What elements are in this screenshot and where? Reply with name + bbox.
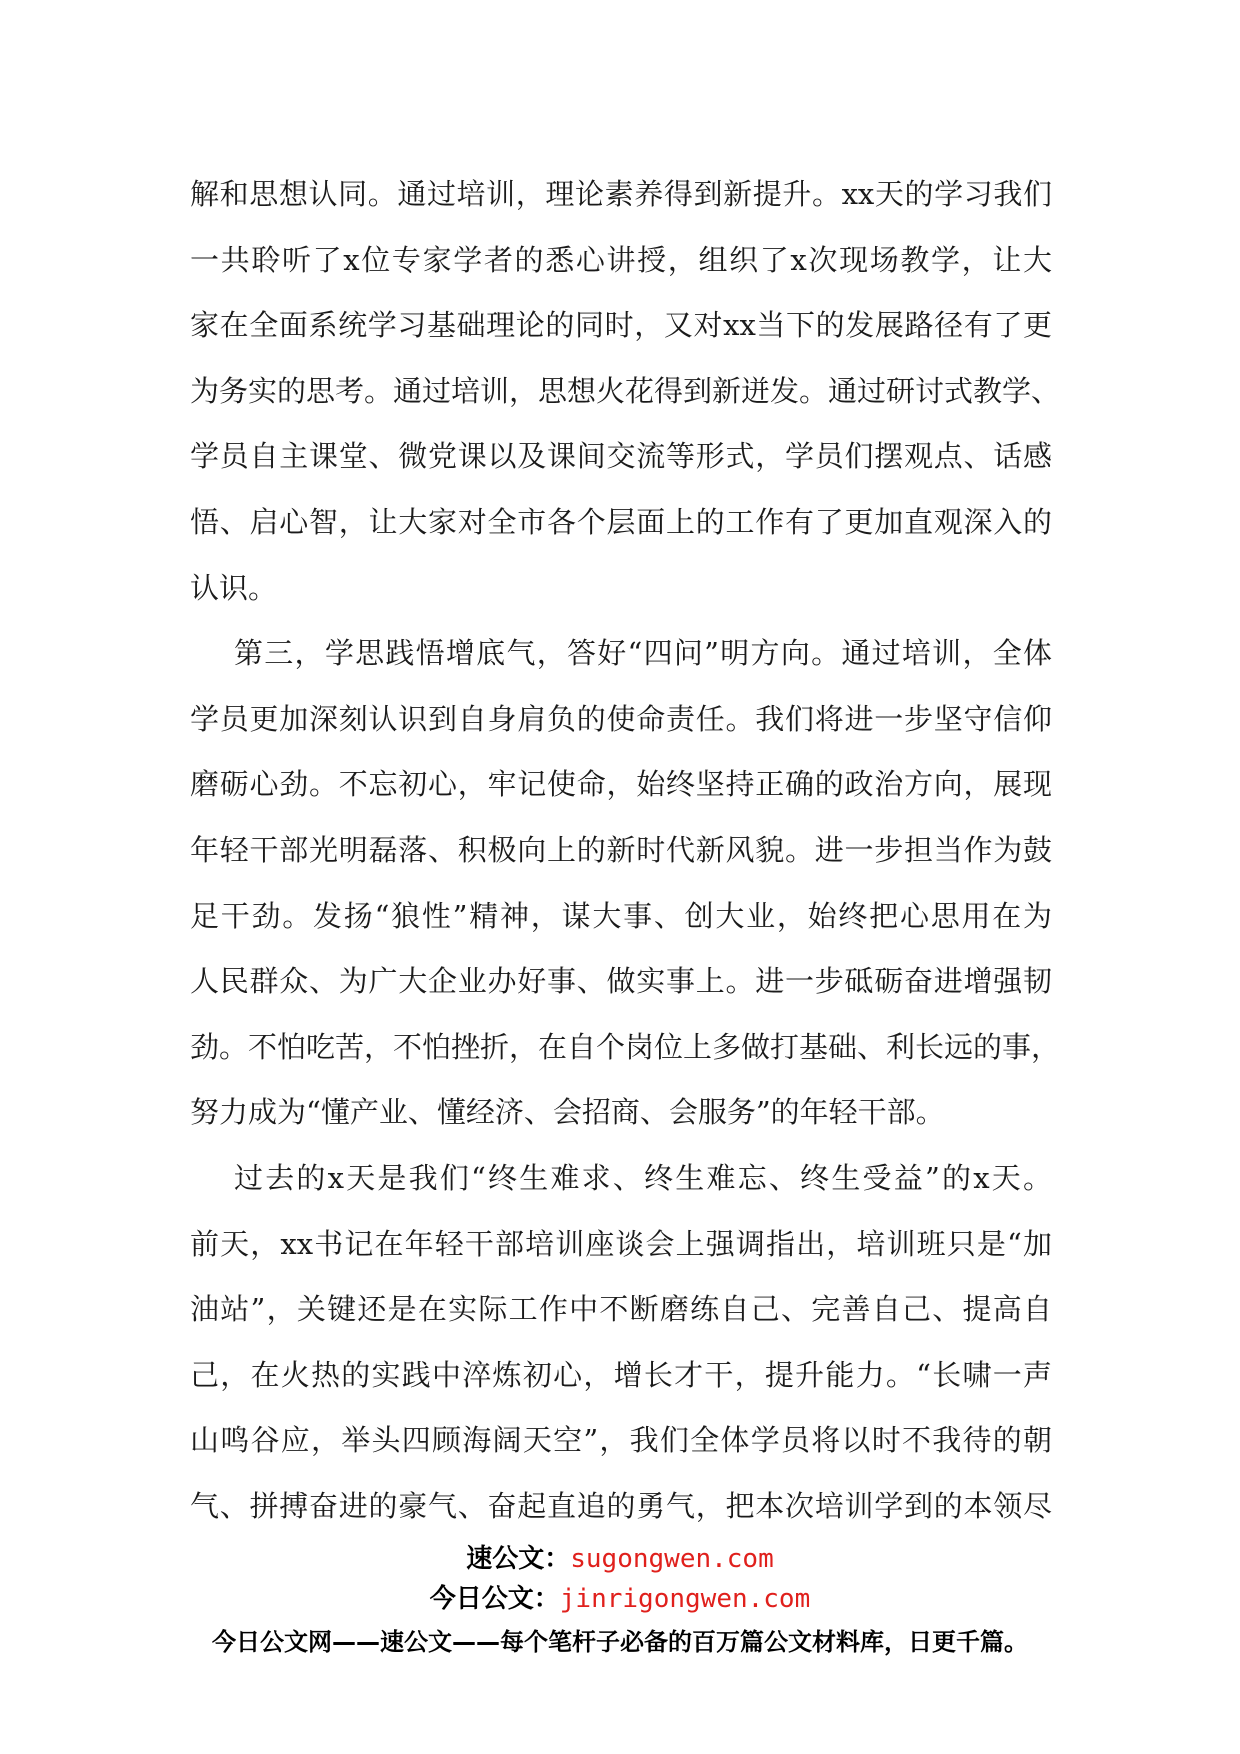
footer-slogan: 今日公文网——速公文——每个笔杆子必备的百万篇公文材料库，日更千篇。 [212,1628,1028,1656]
footer-sugongwen-link[interactable]: sugongwen.com [570,1544,774,1574]
text-line: 年轻干部光明磊落、积极向上的新时代新风貌。进一步担当作为鼓 [190,832,1052,867]
text-line: 磨砺心劲。不忘初心，牢记使命，始终坚持正确的政治方向，展现 [190,767,1052,802]
footer-sugongwen [0,1538,1240,1575]
text-line: 努力成为“懂产业、懂经济、会招商、会服务”的年轻干部。 [190,1095,945,1130]
text-line: 学员更加深刻认识到自身肩负的使命责任。我们将进一步坚守信仰 [190,701,1052,736]
text-line: 悟、启心智，让大家对全市各个层面上的工作有了更加直观深入的 [190,504,1052,539]
text-line: 为务实的思考。通过培训，思想火花得到新迸发。通过研讨式教学、 [190,373,1061,408]
footer-jinrigongwen-link[interactable]: jinrigongwen.com [559,1584,811,1614]
text-line: 气、拼搏奋进的豪气、奋起直追的勇气，把本次培训学到的本领尽 [190,1488,1052,1523]
text-line: 足干劲。发扬“狼性”精神，谋大事、创大业，始终把心思用在为 [190,898,1052,933]
footer-sugongwen-label: 速公文： [466,1544,571,1574]
text-line: 学员自主课堂、微党课以及课间交流等形式，学员们摆观点、话感 [190,439,1052,474]
text-line: 山鸣谷应，举头四顾海阔天空”，我们全体学员将以时不我待的朝 [190,1423,1052,1458]
text-line: 己，在火热的实践中淬炼初心，增长才干，提升能力。“长啸一声 [190,1357,1052,1392]
text-line: 劲。不怕吃苦，不怕挫折，在自个岗位上多做打基础、利长远的事， [190,1029,1061,1064]
text-line: 第三，学思践悟增底气，答好“四问”明方向。通过培训，全体 [234,636,1052,671]
text-line: 人民群众、为广大企业办好事、做实事上。进一步砥砺奋进增强韧 [190,964,1052,999]
document-body [190,162,1061,1539]
footer-jinrigongwen-label: 今日公文： [429,1584,560,1614]
text-line: 一共聆听了x位专家学者的悉心讲授，组织了x次现场教学，让大 [190,242,1052,277]
text-line: 解和思想认同。通过培训，理论素养得到新提升。xx天的学习我们 [190,177,1052,211]
text-line: 过去的x天是我们“终生难求、终生难忘、终生受益”的x天。 [234,1160,1052,1195]
text-line: 家在全面系统学习基础理论的同时，又对xx当下的发展路径有了更 [190,308,1052,343]
footer-jinrigongwen [0,1578,1240,1615]
text-line: 认识。 [190,570,278,605]
text-line: 前天，xx书记在年轻干部培训座谈会上强调指出，培训班只是“加 [190,1226,1052,1261]
text-line: 油站”，关键还是在实际工作中不断磨练自己、完善自己、提高自 [190,1292,1052,1327]
